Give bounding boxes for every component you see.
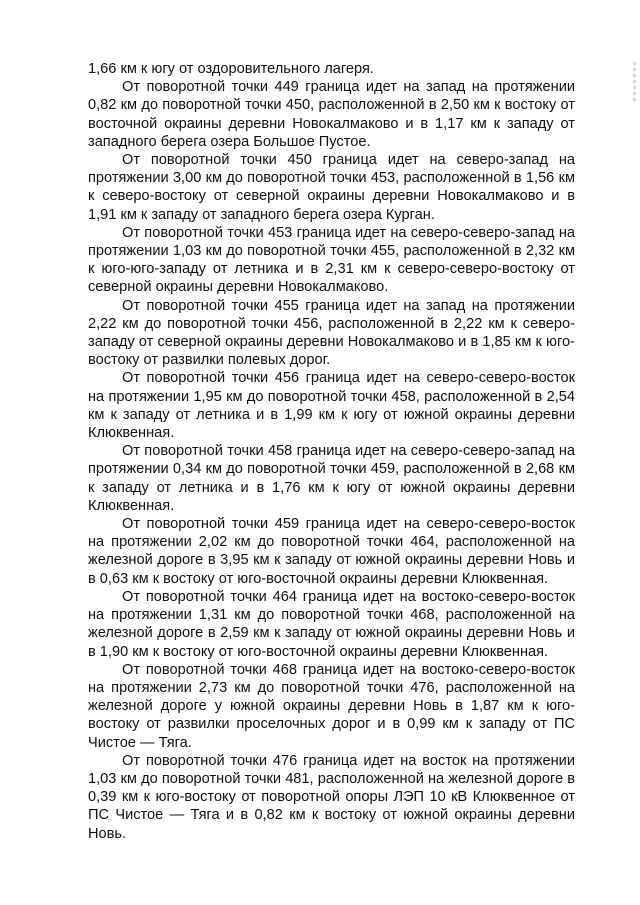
paragraph-continuation: 1,66 км к югу от оздоровительного лагеря. bbox=[88, 61, 374, 77]
scan-edge-mark bbox=[633, 62, 636, 102]
paragraph-point-456: От поворотной точки 456 граница идет на северо-северо-восток на протяжении 1,95 км до поворотной точки 458, расположенной в 2,54 км к западу от летника и в 1,99 км к югу от южной окраины деревни Клюквенная. bbox=[88, 370, 575, 442]
paragraph-point-458: От поворотной точки 458 граница идет на северо-северо-запад на протяжении 0,34 км до поворотной точки 459, расположенной в 2,68 км к западу от летника и в 1,76 км к югу от южной окраины деревни Клюквенная. bbox=[88, 443, 575, 514]
paragraph-point-476: От поворотной точки 476 граница идет на восток на протяжении 1,03 км до поворотной точки 481, расположенной на железной дороге в 0,39 км к юго-востоку от поворотной опоры ЛЭП 10 кВ Клюквенное от ПС Чистое — Тяга и в 0,82 км к востоку от южной окраины деревни Новь. bbox=[88, 752, 575, 842]
paragraph-point-464: От поворотной точки 464 граница идет на востоко-северо-восток на протяжении 1,31 км до поворотной точки 468, расположенной на железной дороге в 2,59 км к западу от южной окраины деревни Новь и в 1,90 км к востоку от юго-восточной окраины деревни Клюквенная. bbox=[88, 588, 575, 660]
paragraph-point-449: От поворотной точки 449 граница идет на запад на протяжении 0,82 км до поворотной точки 450, расположенной в 2,50 км к востоку от восточной окраины деревни Новокалмаково и в 1,17 км к западу от западного берега озера Большое Пустое. bbox=[88, 79, 575, 150]
paragraph-point-468: От поворотной точки 468 граница идет на востоко-северо-восток на протяжении 2,73 км до поворотной точки 476, расположенной на железной дороге у южной окраины деревни Новь в 1,87 км к юго-востоку от развилки проселочных дорог и в 0,99 км к западу от ПС Чистое — Тяга. bbox=[88, 661, 575, 751]
paragraph-point-459: От поворотной точки 459 граница идет на северо-северо-восток на протяжении 2,02 км до поворотной точки 464, расположенной на железной дороге в 3,95 км к западу от южной окраины деревни Новь и в 0,63 км к востоку от юго-восточной окраины деревни Клюквенная. bbox=[88, 516, 575, 587]
paragraph-point-450: От поворотной точки 450 граница идет на северо-запад на протяжении 3,00 км до поворотной точки 453, расположенной в 1,56 км к северо-востоку от северной окраины деревни Новокалмаково и в 1,91 км к западу от западного берега озера Курган. bbox=[88, 152, 575, 223]
document-body bbox=[88, 60, 575, 843]
paragraph-point-453: От поворотной точки 453 граница идет на северо-северо-запад на протяжении 1,03 км до поворотной точки 455, расположенной в 2,32 км к юго-юго-западу от летника и в 2,31 км к северо-северо-востоку от северной окраины деревни Новокалмаково. bbox=[88, 224, 575, 296]
paragraph-point-455: От поворотной точки 455 граница идет на запад на протяжении 2,22 км до поворотной точки 456, расположенной в 2,22 км к северо-западу от северной окраины деревни Новокалмаково и в 1,85 км к юго-востоку от развилки полевых дорог. bbox=[88, 297, 575, 369]
